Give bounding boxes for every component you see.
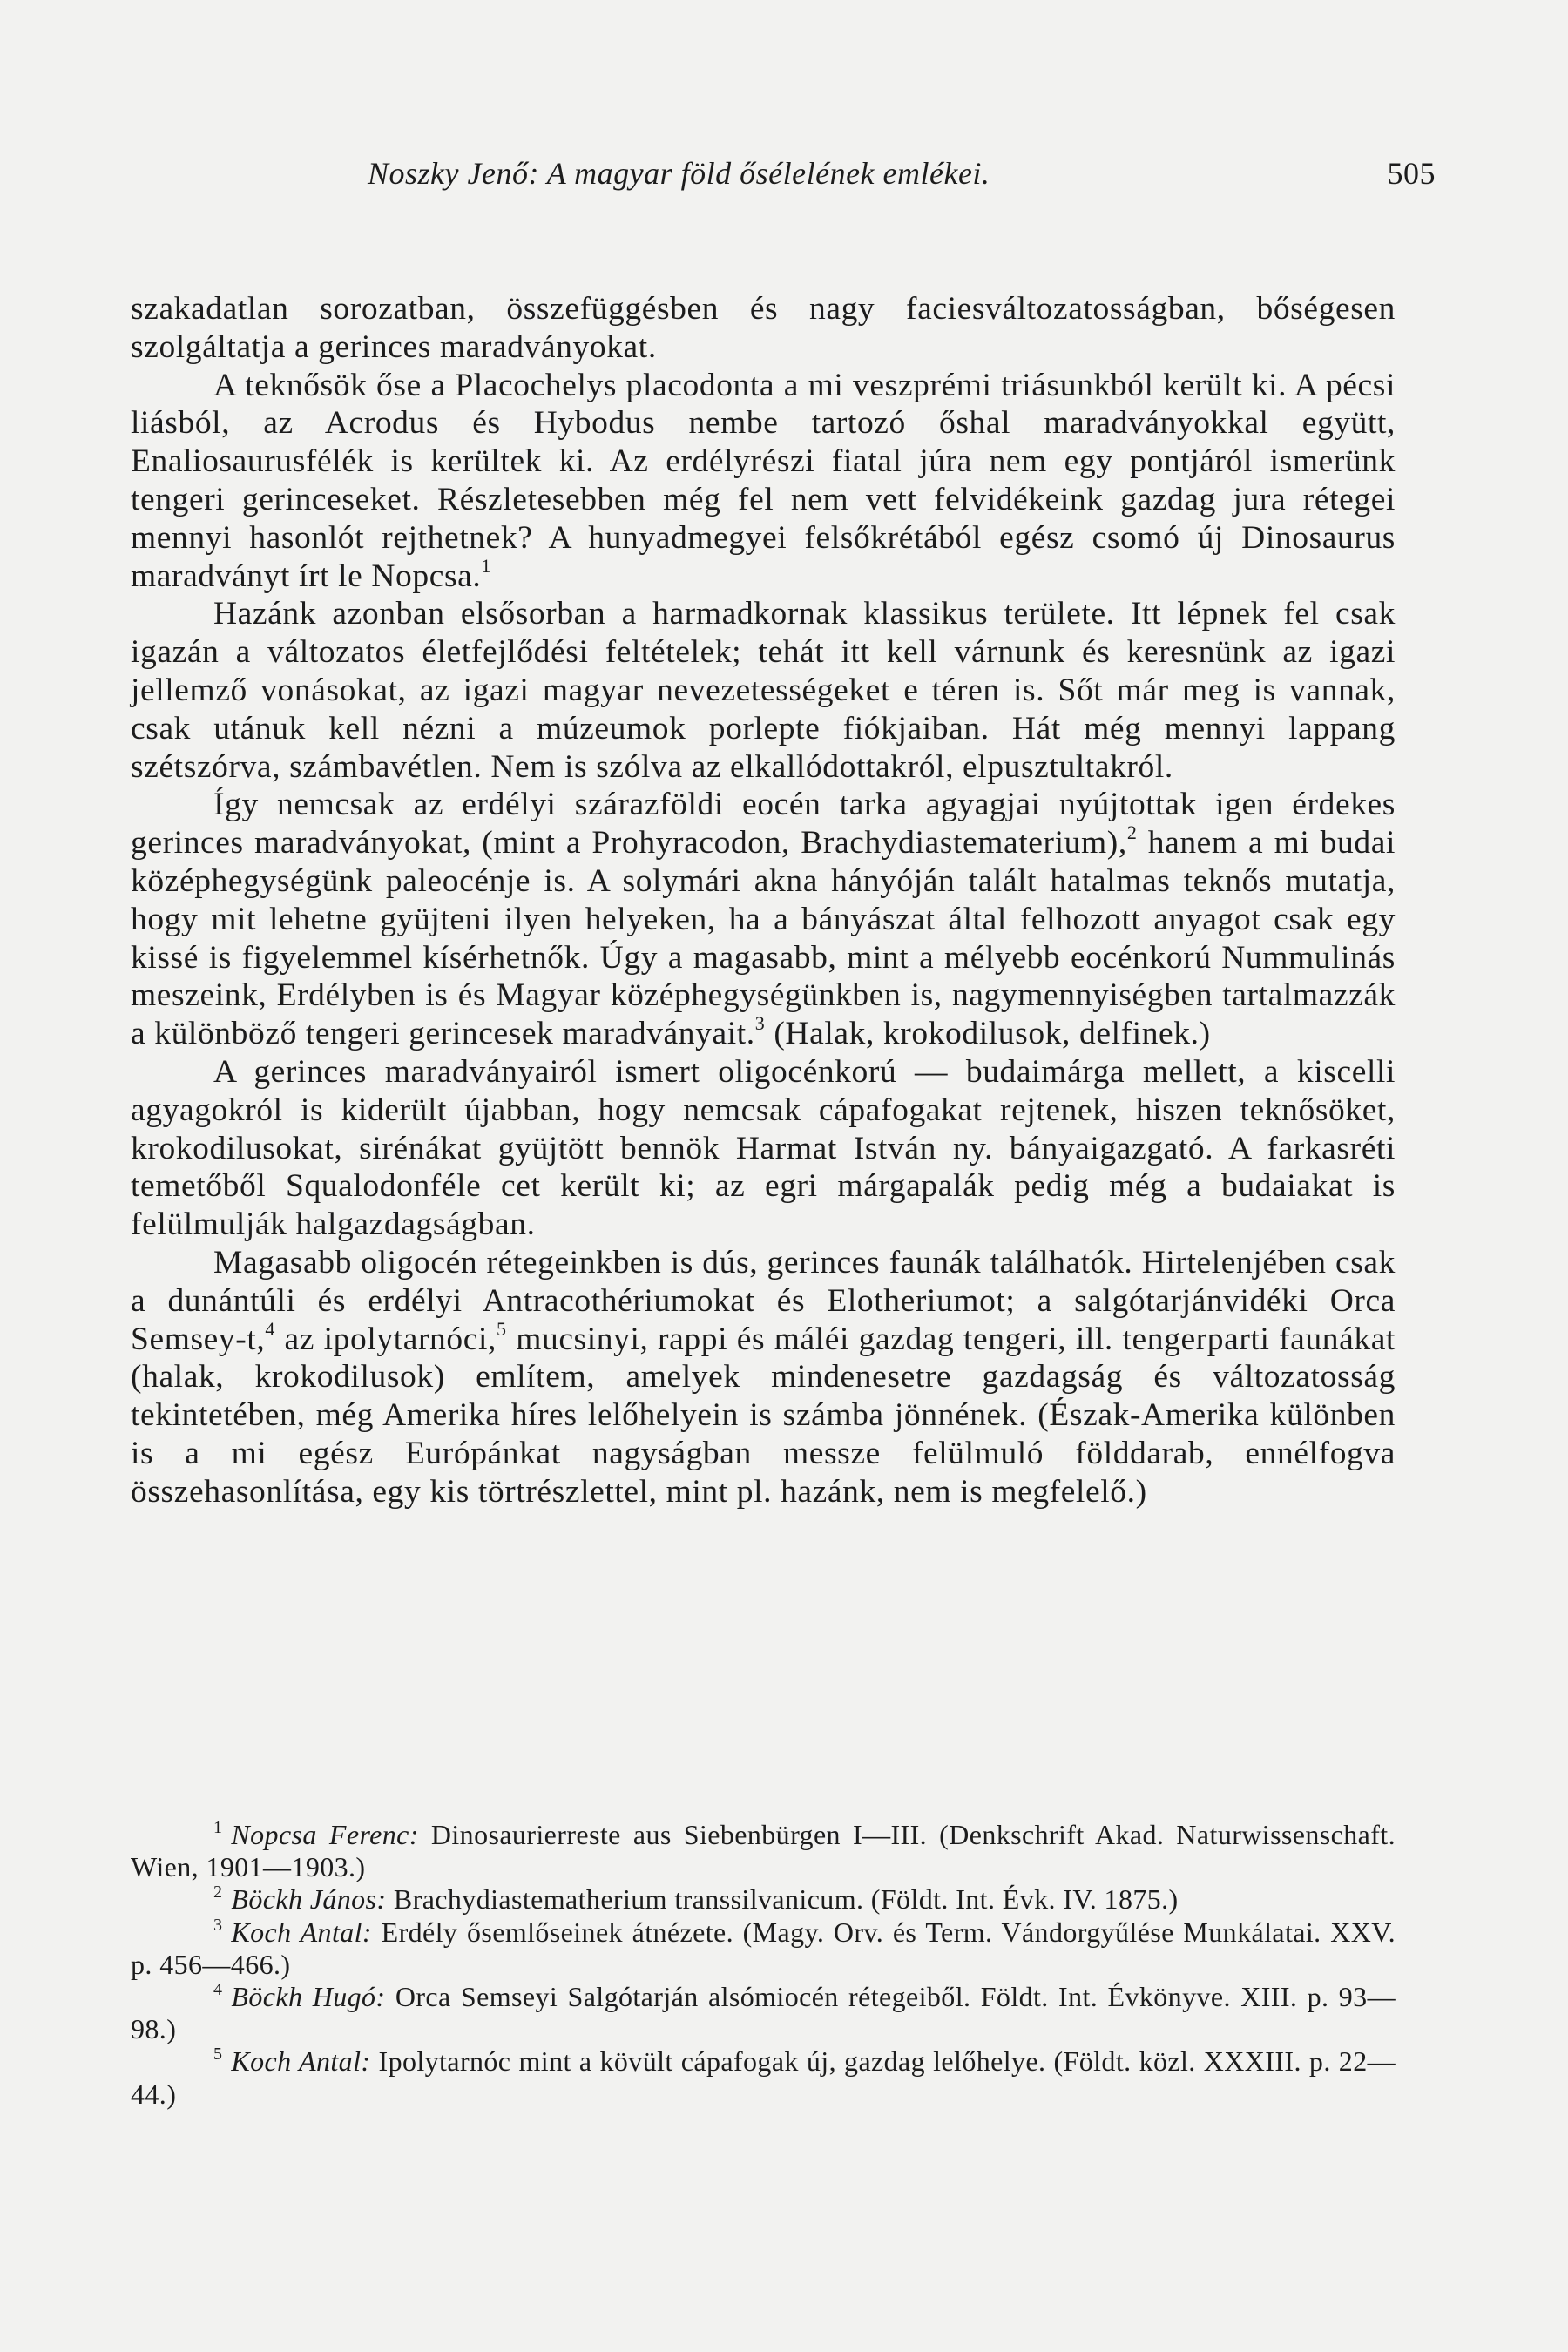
footnote <box>131 1883 1396 1916</box>
paragraph-6-text-b: az ipolytarnóci, <box>274 1321 497 1357</box>
footnote <box>131 1916 1396 1981</box>
footnote-mark: 5 <box>213 2044 223 2065</box>
footnote-mark: 2 <box>213 1882 223 1903</box>
page-header <box>131 155 1446 199</box>
footnote-text: Ipolytarnóc mint a kövült cápafogak új, gazdag lelőhelye. (Földt. közl. XXXIII. p. 22—44.) <box>131 2045 1396 2110</box>
footnote-mark: 1 <box>213 1818 223 1837</box>
footnote-author: Nopcsa Ferenc: <box>231 1819 419 1850</box>
footnote-author: Böckh János: <box>231 1883 387 1916</box>
paragraph-3 <box>131 595 1396 786</box>
footnote-text: Orca Semseyi Salgótarján alsómiocén rétegeiből. Földt. Int. Évkönyve. XIII. p. 93—98.) <box>131 1981 1396 2045</box>
footnote <box>131 2045 1396 2110</box>
paragraph-6-text-c: mucsinyi, rappi és máléi gazdag tengeri, ill. tengerparti faunákat (halak, krokodilusok) említem, amelyek mindenesetre gazdagság és változatosság tekintetében, még Amerika híres lelőhelyein is számba jönnének. (Észak-Amerika különben is a mi egész Európánkat nagyságban messze felülmuló földdarab, ennélfogva összehasonlítása, egy kis törtrészlettel, mint pl. hazánk, nem is megfelelő.) <box>131 1321 1396 1510</box>
paragraph-6 <box>131 1244 1396 1511</box>
paragraph-5-text: A gerinces maradványairól ismert oligocénkorú — budaimárga mellett, a kiscelli agyagokról is kiderült újabban, hogy nemcsak cápafogakat rejtenek, hiszen teknősöket, krokodilusokat, sirénákat gyüjtött bennök Harmat István ny. bányaigazgató. A farkasréti temetőből Squalodonféle cet került ki; az egri márgapalák pedig még a budaiakat is felülmulják halgazdagságban. <box>131 1053 1396 1243</box>
footnote-ref-4: 4 <box>265 1317 275 1340</box>
page-number: 505 <box>1387 156 1436 191</box>
paragraph-1 <box>131 290 1396 367</box>
footnote-author: Koch Antal: <box>231 2045 371 2078</box>
body-text <box>131 290 1396 1511</box>
footnote-text: Brachydiastematherium transsilvanicum. (Földt. Int. Évk. IV. 1875.) <box>393 1883 1179 1916</box>
paragraph-4-text-c: (Halak, krokodilusok, delfinek.) <box>765 1016 1211 1052</box>
footnote-ref-5: 5 <box>497 1317 507 1340</box>
paragraph-3-text: Hazánk azonban elsősorban a harmadkornak klassikus területe. Itt lépnek fel csak igazán a változatos életfejlődési feltételek; tehát itt kell várnunk és keresnünk az igazi jellemző vonásokat, az igazi magyar nevezetességeket e téren is. Sőt már meg is vannak, csak utánuk kell nézni a múzeumok porlepte fiókjaiban. Hát még mennyi lappang szétszórva, számbavétlen. Nem is szólva az elkallódottakról, elpusztultakról. <box>131 596 1396 785</box>
footnote-text: Erdély ősemlőseinek átnézete. (Magy. Orv. és Term. Vándorgyűlése Munkálatai. XXV. p. 456—466.) <box>131 1916 1396 1980</box>
footnote-ref-1: 1 <box>481 554 491 577</box>
footnote <box>131 1819 1396 1883</box>
footnote <box>131 1981 1396 2045</box>
footnote-mark: 4 <box>213 1980 223 2000</box>
paragraph-4 <box>131 786 1396 1053</box>
footnote-ref-2: 2 <box>1126 821 1138 844</box>
paragraph-4-text-a: Így nemcsak az erdélyi szárazföldi eocén tarka agyagjai nyújtottak igen érdekes gerinces maradványokat, (mint a Prohyracodon, Brachydiastematerium), <box>131 787 1396 862</box>
footnote-ref-3: 3 <box>754 1012 766 1035</box>
paragraph-5 <box>131 1053 1396 1244</box>
paragraph-4-text-b: hanem a mi budai középhegységünk paleocénje is. A solymári akna hányóján talált hatalmas teknős mutatja, hogy mit lehetne gyüjteni ilyen helyeken, ha a bányászat által felhozott anyagot csak egy kissé is figyelemmel kísérhetnők. Úgy a magasabb, mint a mélyebb eocénkorú Nummulinás meszeink, Erdélyben is és Magyar középhegységünkben is, nagymennyiségben tartalmazzák a különböző tengeri gerincesek maradványait. <box>131 825 1396 1052</box>
paragraph-2 <box>131 367 1396 596</box>
footnotes <box>131 1819 1396 2111</box>
footnote-author: Koch Antal: <box>231 1916 372 1948</box>
footnote-mark: 3 <box>213 1915 223 1935</box>
paragraph-2-text: A teknősök őse a Placochelys placodonta a mi veszprémi triásunkból került ki. A pécsi liásból, az Acrodus és Hybodus nembe tartozó őshal maradványokkal együtt, Enaliosaurusfélék is kerültek ki. Az erdélyrészi fiatal júra nem egy pontjáról ismerünk tengeri gerinceseket. Részletesebben még fel nem vett felvidékeink gazdag jura rétegei mennyi hasonlót rejthetnek? A hunyadmegyei felsőkrétából egész csomó új Dinosaurus maradványt írt le Nopcsa. <box>131 367 1396 594</box>
footnote-author: Böckh Hugó: <box>231 1981 386 2013</box>
running-title: Noszky Jenő: A magyar föld ősélelének emlékei. <box>368 156 990 191</box>
paragraph-1-text: szakadatlan sorozatban, összefüggésben és nagy faciesváltozatosságban, bőségesen szolgáltatja a gerinces maradványokat. <box>131 291 1396 365</box>
paragraph-6-text-a: Magasabb oligocén rétegeinkben is dús, gerinces faunák találhatók. Hirtelenjében csak a dunántúli és erdélyi Antracothériumokat és Elotheriumot; a salgótarjánvidéki Orca Semsey-t, <box>131 1244 1396 1357</box>
footnote-text: Dinosaurierreste aus Siebenbürgen I—III. (Denkschrift Akad. Naturwissenschaft. Wien, 1901—1903.) <box>131 1819 1396 1883</box>
